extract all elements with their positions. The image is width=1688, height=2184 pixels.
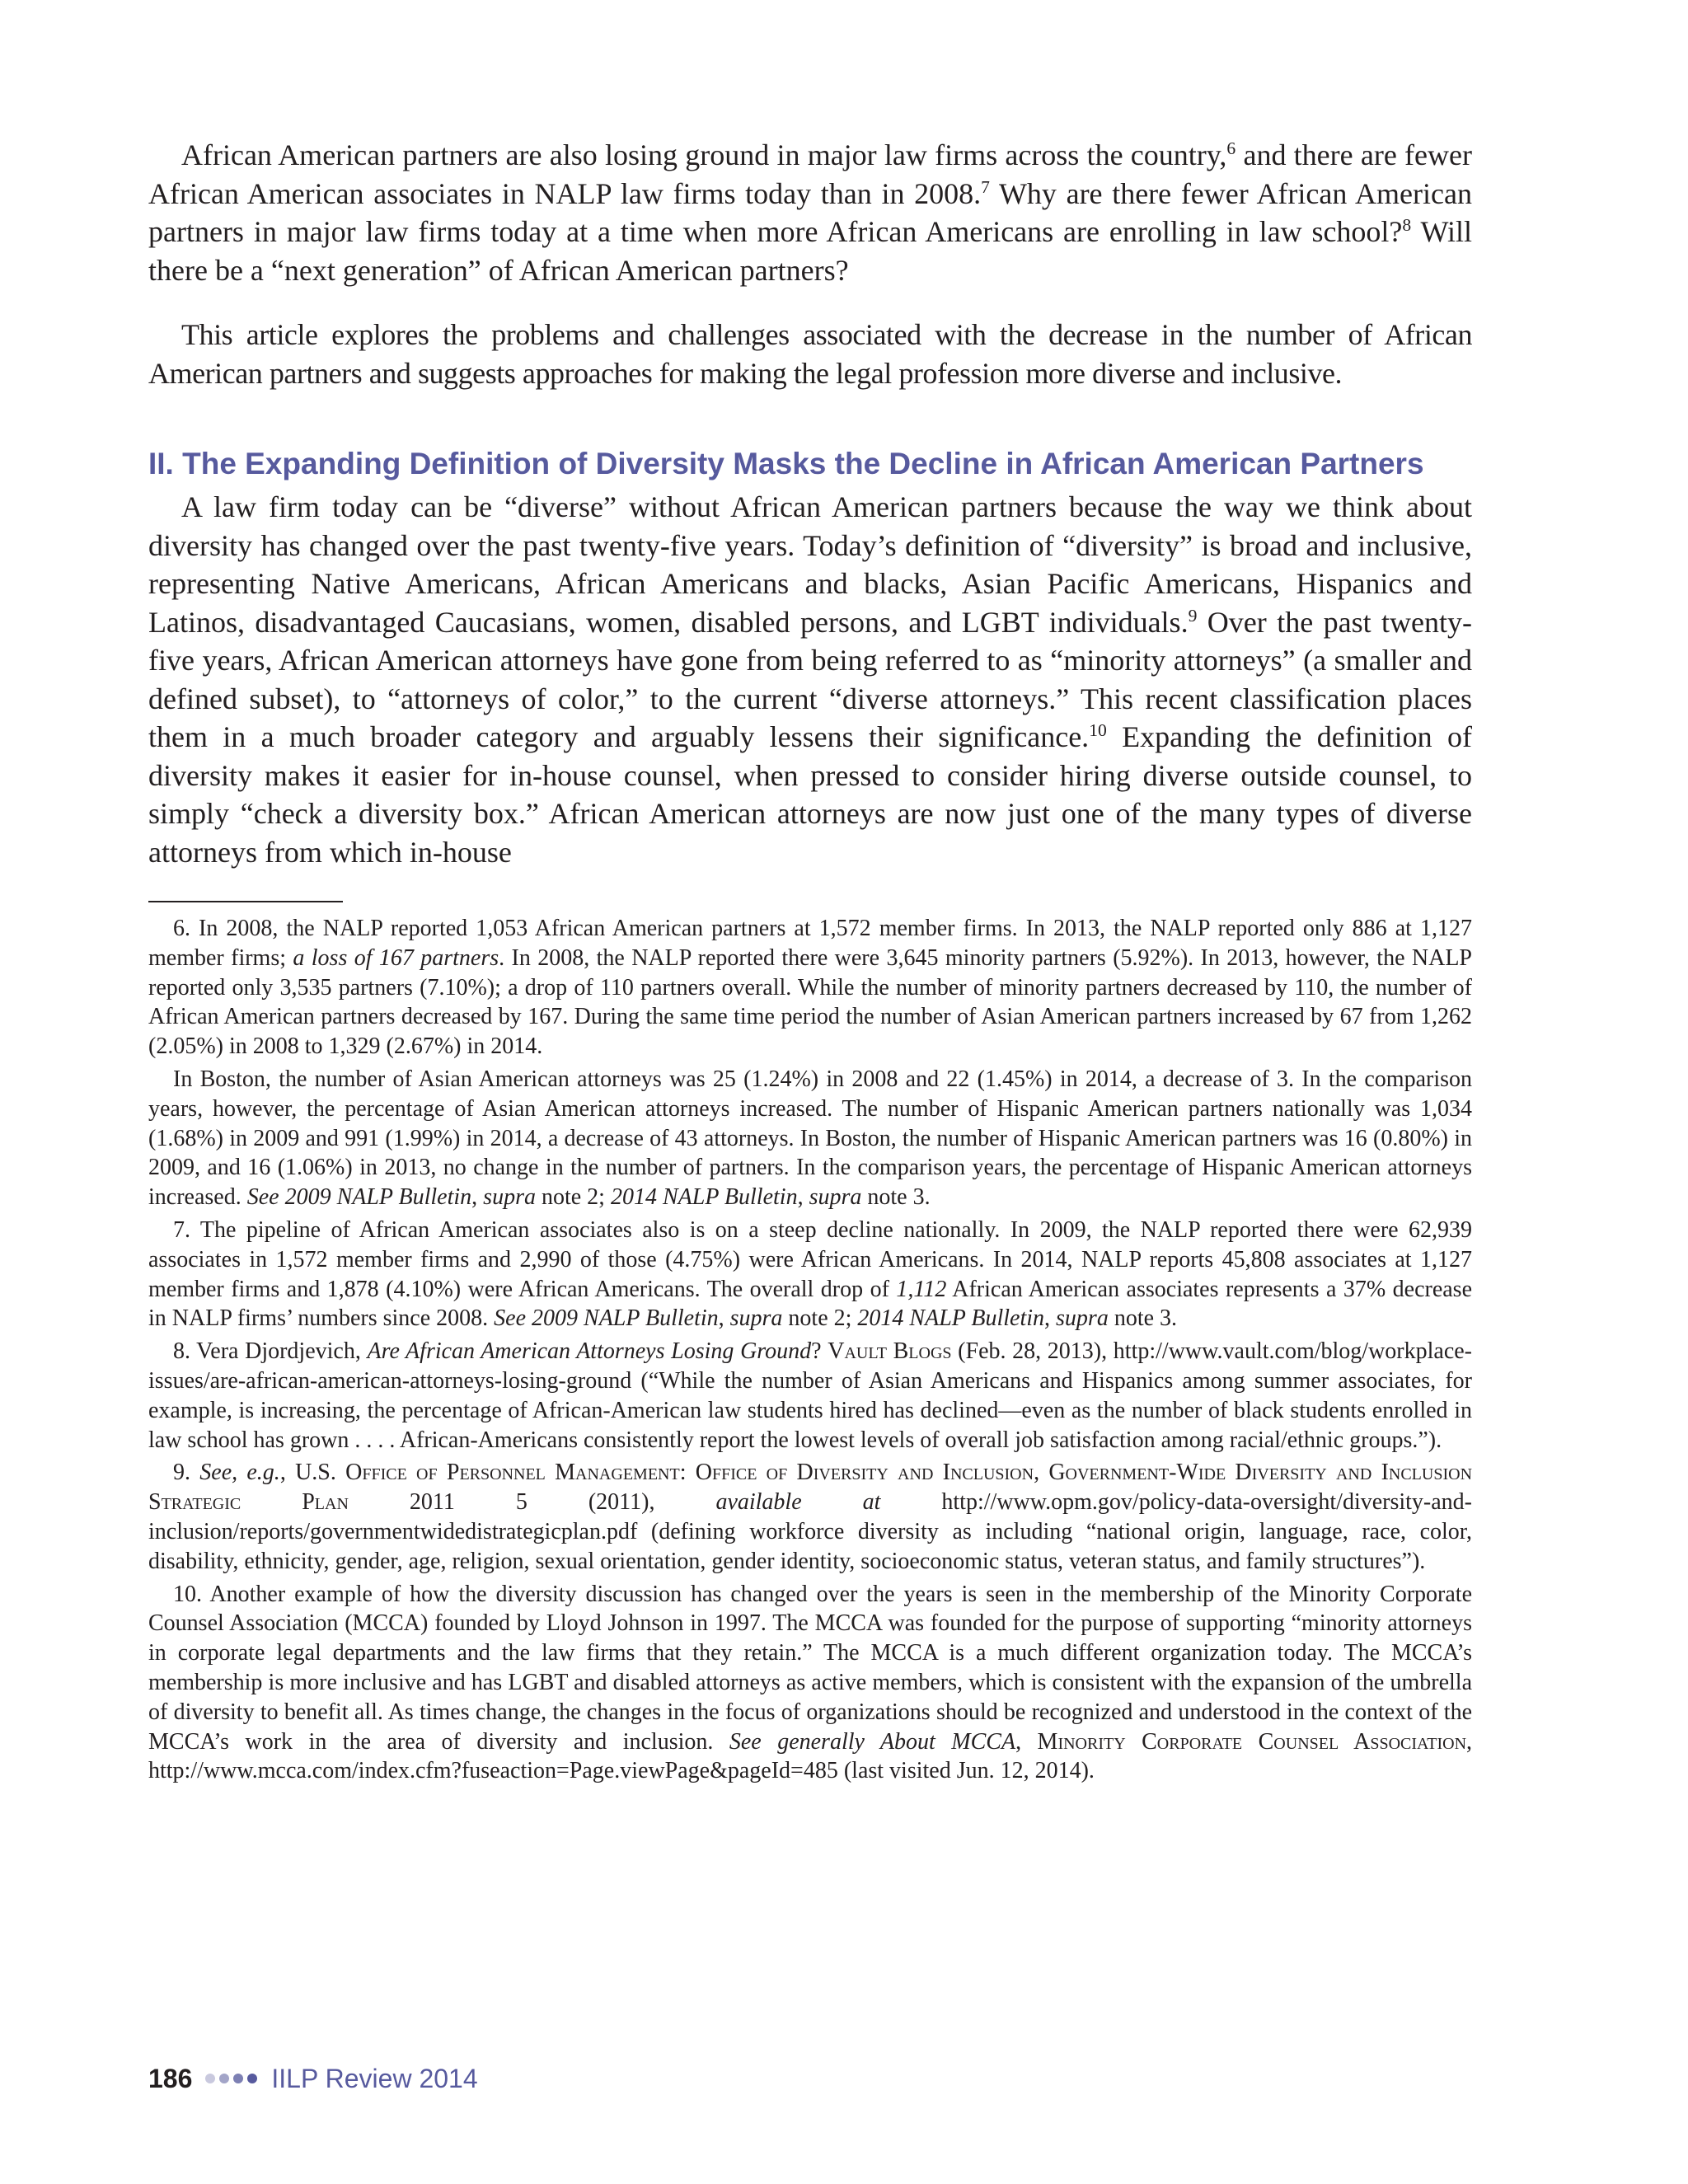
text-run: 9. bbox=[173, 1460, 200, 1486]
text-run: Over the past twenty-five years, African American attorneys have gone from being referred to as “minority attorneys” (a smaller and defined subset), to “attorneys of color,” to the current “diverse attorneys.” This recent classification places them in a much broader category and arguably lessens their significance. bbox=[148, 605, 1473, 753]
page-footer bbox=[148, 2060, 478, 2097]
text-run: , bbox=[718, 1305, 730, 1332]
text-run: African American partners are also losing ground in major law firms across the country, bbox=[181, 138, 1227, 171]
text-run: In Boston, the number of Asian American attorneys was 25 (1.24%) in 2008 and 22 (1.45%) in 2014, a decrease of 3. In the comparison years, however, the percentage of Asian American attorneys increased. The number of Hispanic American partners nationally was 1,034 (1.68%) in 2009 and 991 (1.99%) in 2014, a decrease of 43 attorneys. In Boston, the number of Hispanic American partners was 16 (0.80%) in 2009, and 16 (1.06%) in 2013, no change in the number of partners. In the comparison years, the percentage of Hispanic American attorneys increased. bbox=[148, 1066, 1472, 1211]
text-run: note 2; bbox=[782, 1305, 858, 1332]
small-caps-run: Minority Corporate Counsel Association bbox=[1037, 1728, 1467, 1755]
text-run: , bbox=[1044, 1305, 1057, 1332]
text-run: note 3. bbox=[1108, 1305, 1178, 1332]
page-content bbox=[148, 136, 1472, 1789]
footer-dot bbox=[219, 2074, 229, 2083]
footnote-7 bbox=[148, 1216, 1472, 1333]
footnote-ref-7[interactable]: 7 bbox=[981, 176, 990, 197]
italic-run: See, e.g. bbox=[199, 1460, 280, 1486]
section-paragraph bbox=[148, 488, 1472, 871]
text-run: , bbox=[1015, 1728, 1038, 1755]
text-run: A law firm today can be “diverse” without African American partners because the way we think about diversity has changed over the past twenty-five years. Today’s definition of “diversity” is broad and inclusive, representing Native Americans, African Americans and blacks, Asian Pacific Americans, Hispanics and Latinos, disadvantaged Caucasians, women, disabled persons, and LGBT individuals. bbox=[148, 490, 1472, 639]
footnote-ref-6[interactable]: 6 bbox=[1226, 138, 1236, 158]
text-run: , bbox=[797, 1184, 809, 1211]
small-caps-run: U.S. Office of Personnel Management: Office of Diversity and Inclusion, Government-Wide Diversity and Inclusion Strategic Plan 2011 5 (2011) bbox=[148, 1460, 1473, 1516]
text-run: (Feb. 28, 2013), http://www.vault.com/blog/workplace-issues/are-african-american-attorneys-losing-ground (“While the number of Asian Americans and Hispanics among summer associates, for example, is increasing, the percentage of African-American law students hired has declined—even as the number of black students enrolled in law school has grown . . . . African-Americans consistently report the lowest levels of overall job satisfaction among racial/ethnic groups.”). bbox=[148, 1338, 1472, 1453]
text-run: African American associates represents a 37% decrease in NALP firms’ numbers since 2008. bbox=[148, 1276, 1472, 1332]
italic-run: 2014 NALP Bulletin bbox=[610, 1184, 798, 1211]
text-run: http://www.opm.gov/policy-data-oversight/diversity-and-inclusion/reports/governmentwidedistrategicplan.pdf (defining workforce diversity as including “national origin, language, race, color, disability, ethnicity, gender, age, religion, sexual orientation, gender identity, socioeconomic status, veteran status, and family structures”). bbox=[148, 1489, 1473, 1574]
text-run: . In 2008, the NALP reported there were 3,645 minority partners (5.92%). In 2013, however, the NALP reported only 3,535 partners (7.10%); a drop of 110 partners overall. While the number of minority partners decreased by 110, the number of African American partners decreased by 167. During the same time period the number of Asian American partners increased by 67 from 1,262 (2.05%) in 2008 to 1,329 (2.67%) in 2014. bbox=[148, 944, 1472, 1060]
text-run: , bbox=[471, 1184, 484, 1211]
text-run: 6. In 2008, the NALP reported 1,053 African American partners at 1,572 member firms. In 2013, the NALP reported only 886 at 1,127 member firms; bbox=[148, 916, 1472, 971]
footnote-8 bbox=[148, 1337, 1472, 1455]
page-number: 186 bbox=[148, 2063, 193, 2093]
footer-dot bbox=[205, 2074, 215, 2083]
italic-run: supra bbox=[729, 1305, 783, 1332]
text-run: note 2; bbox=[535, 1184, 611, 1211]
italic-run: Are African American Attorneys Losing Ground bbox=[367, 1338, 812, 1365]
text-run: , bbox=[279, 1460, 296, 1486]
footer-dot bbox=[247, 2074, 257, 2083]
section-body bbox=[148, 488, 1472, 871]
footer-dots bbox=[205, 2074, 261, 2083]
italic-run: a loss of 167 partners bbox=[293, 944, 499, 971]
publication-title: IILP Review 2014 bbox=[271, 2063, 478, 2093]
text-run: Why are there fewer African American partners in major law firms today at a time when more African Americans are enrolling in law school? bbox=[148, 176, 1472, 248]
italic-run: supra bbox=[809, 1184, 862, 1211]
text-run: Expanding the definition of diversity makes it easier for in-house counsel, when pressed to consider hiring diverse outside counsel, to simply “check a diversity box.” African American attorneys are now just one of the many types of diverse attorneys from which in-house bbox=[148, 720, 1472, 869]
body-text bbox=[148, 136, 1472, 392]
italic-run: 1,112 bbox=[896, 1276, 947, 1302]
footnote-6 bbox=[148, 914, 1472, 1062]
text-run: 10. Another example of how the diversity discussion has changed over the years is seen in the membership of the Minority Corporate Counsel Association (MCCA) founded by Lloyd Johnson in 1997. The MCCA was founded for the purpose of supporting “minority attorneys in corporate legal departments and the law firms that they retain.” The MCCA is a much different organization today. The MCCA’s membership is more inclusive and has LGBT and disabled attorneys as active members, which is consistent with the expansion of the umbrella of diversity to benefit all. As times change, the changes in the focus of organizations should be recognized and understood in the context of the MCCA’s work in the area of diversity and inclusion. bbox=[148, 1581, 1472, 1755]
text-run: , http://www.mcca.com/index.cfm?fuseaction=Page.viewPage&pageId=485 (last visited Jun. 12, 2014). bbox=[148, 1728, 1473, 1784]
text-run: 7. The pipeline of African American associates also is on a steep decline nationally. In 2009, the NALP reported there were 62,939 associates in 1,572 member firms and 2,990 of those (4.75%) were African Americans. In 2014, NALP reports 45,808 associates at 1,127 member firms and 1,878 (4.10%) were African Americans. The overall drop of bbox=[148, 1216, 1472, 1302]
text-run: 8. Vera Djordjevich, bbox=[173, 1338, 368, 1365]
italic-run: supra bbox=[1056, 1305, 1109, 1332]
text-run: and there are fewer African American associates in NALP law firms today than in 2008. bbox=[148, 138, 1472, 210]
footnotes bbox=[148, 914, 1472, 1786]
italic-run: See 2009 NALP Bulletin bbox=[246, 1184, 472, 1211]
text-run: note 3. bbox=[861, 1184, 931, 1211]
italic-run: 2014 NALP Bulletin bbox=[857, 1305, 1045, 1332]
small-caps-run: Vault Blogs bbox=[828, 1338, 952, 1365]
section-heading: II. The Expanding Definition of Diversity Masks the Decline in African American Partners bbox=[148, 447, 1424, 480]
text-run: , bbox=[649, 1489, 716, 1516]
footnote-ref-10[interactable]: 10 bbox=[1089, 720, 1107, 740]
intro-paragraph-1 bbox=[148, 136, 1472, 289]
text-run: Will there be a “next generation” of African American partners? bbox=[148, 215, 1472, 287]
footnote-10 bbox=[148, 1580, 1472, 1787]
footnote-6-continued bbox=[148, 1065, 1472, 1212]
text-run: ? bbox=[811, 1338, 828, 1365]
intro-paragraph-2: This article explores the problems and challenges associated with the decrease in the number of African American partners and suggests approaches for making the legal profession more diverse and inclusive. bbox=[148, 318, 1472, 390]
footnote-9 bbox=[148, 1458, 1472, 1576]
footnote-ref-9[interactable]: 9 bbox=[1188, 605, 1198, 626]
italic-run: See 2009 NALP Bulletin bbox=[494, 1305, 719, 1332]
footnote-ref-8[interactable]: 8 bbox=[1402, 215, 1412, 235]
footnote-divider bbox=[148, 901, 343, 902]
italic-run: available at bbox=[715, 1489, 881, 1516]
italic-run: See generally About MCCA bbox=[729, 1728, 1016, 1755]
footer-dot bbox=[233, 2074, 243, 2083]
italic-run: supra bbox=[483, 1184, 536, 1211]
